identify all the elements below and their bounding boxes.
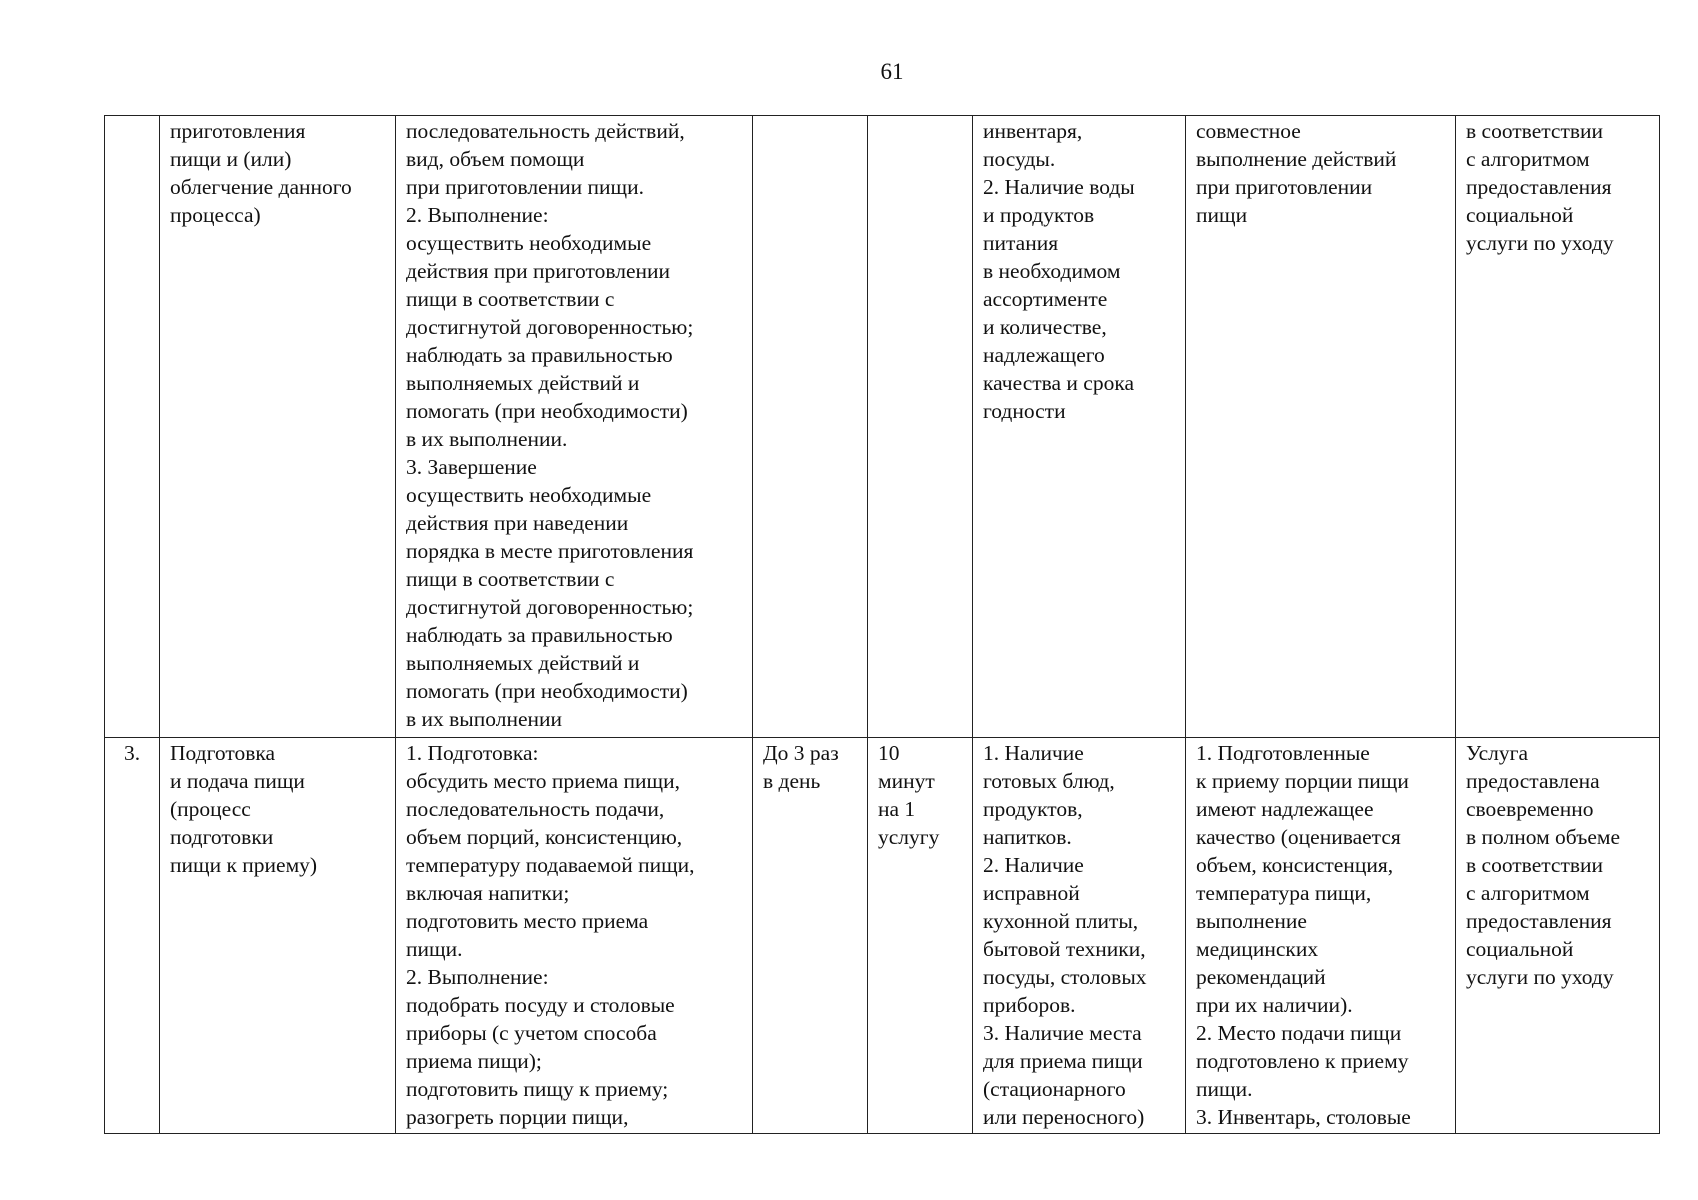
service-name-cell: Подготовка и подача пищи (процесс подготовки пищи к приему) <box>160 738 396 1134</box>
conditions-cell: инвентаря, посуды. 2. Наличие воды и продуктов питания в необходимом ассортименте и количестве, надлежащего качества и срока годности <box>973 116 1186 738</box>
service-content-cell: последовательность действий, вид, объем помощи при приготовлении пищи. 2. Выполнение: осуществить необходимые действия при приготовлении пищи в соответствии с достигнутой договоренностью; наблюдать за правильностью выполняемых действий и помогать (при необходимости) в их выполнении. 3. Завершение осуществить необходимые действия при наведении порядка в месте приготовления пищи в соответствии с достигнутой договоренностью; наблюдать за правильностью выполняемых действий и помогать (при необходимости) в их выполнении <box>396 116 753 738</box>
page-number: 61 <box>880 59 904 84</box>
frequency-cell <box>753 116 868 738</box>
row-number-cell <box>105 116 160 738</box>
services-table <box>104 115 1660 1134</box>
frequency-cell: До 3 раз в день <box>753 738 868 1134</box>
table-row <box>105 738 1660 1134</box>
evaluation-cell: в соответствии с алгоритмом предоставления социальной услуги по уходу <box>1456 116 1660 738</box>
evaluation-cell: Услуга предоставлена своевременно в полном объеме в соответствии с алгоритмом предоставления социальной услуги по уходу <box>1456 738 1660 1134</box>
row-number-cell: 3. <box>105 738 160 1134</box>
duration-cell <box>868 116 973 738</box>
table-row <box>105 116 1660 738</box>
service-content-cell: 1. Подготовка: обсудить место приема пищи, последовательность подачи, объем порций, консистенцию, температуру подаваемой пищи, включая напитки; подготовить место приема пищи. 2. Выполнение: подобрать посуду и столовые приборы (с учетом способа приема пищи); подготовить пищу к приему; разогреть порции пищи, <box>396 738 753 1134</box>
result-cell: совместное выполнение действий при приготовлении пищи <box>1186 116 1456 738</box>
result-cell: 1. Подготовленные к приему порции пищи имеют надлежащее качество (оценивается объем, консистенция, температура пищи, выполнение медицинских рекомендаций при их наличии). 2. Место подачи пищи подготовлено к приему пищи. 3. Инвентарь, столовые <box>1186 738 1456 1134</box>
conditions-cell: 1. Наличие готовых блюд, продуктов, напитков. 2. Наличие исправной кухонной плиты, бытовой техники, посуды, столовых приборов. 3. Наличие места для приема пищи (стационарного или переносного) <box>973 738 1186 1134</box>
service-name-cell: приготовления пищи и (или) облегчение данного процесса) <box>160 116 396 738</box>
duration-cell: 10 минут на 1 услугу <box>868 738 973 1134</box>
